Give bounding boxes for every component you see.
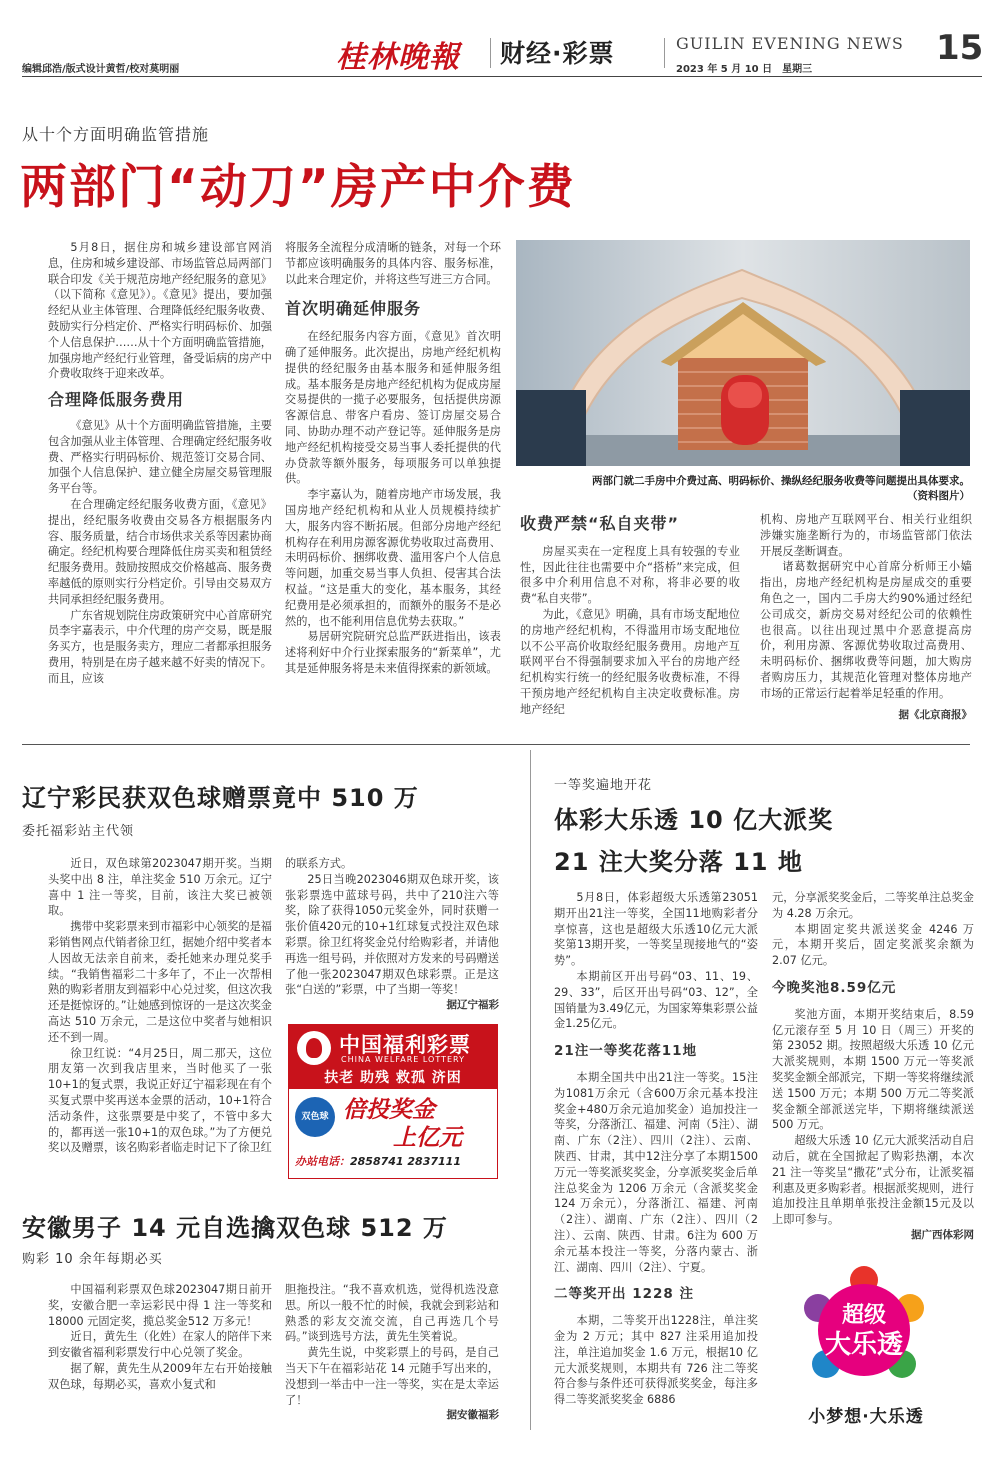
article4-subheading: 今晚奖池8.59亿元: [772, 979, 897, 996]
article1-kicker: 从十个方面明确监管措施: [22, 125, 210, 144]
lotto-slogan: 小梦想·大乐透: [808, 1407, 924, 1427]
column-divider: [530, 750, 531, 1430]
article2-headline: 辽宁彩民获双色球赠票竟中 510 万: [22, 784, 419, 812]
article3-headline: 安徽男子 14 元自选擒双色球 512 万: [22, 1214, 448, 1242]
paragraph: 为此，《意见》明确，具有市场支配地位的房地产经纪机构，不得滥用市场支配地位以不公平高价收取经纪服务费用。房地产互联网平台不得强制要求加入平台的房地产经纪机构实行统一的经纪服务收费标准，不得干预房地产经纪机构自主决定收费标准。房地产经纪: [520, 607, 740, 716]
paragraph: 诸葛数据研究中心首席分析师王小嫱指出，房地产经纪机构是房屋成交的重要角色之一，国内二手房大约90%通过经纪公司成交，新房交易对经纪公司的依赖性也很高。以往出现过黑中介恶意提高房价，利用房源、客源优势收取过高费用、未明码标价、捆绑收费等问题，加大购房者购房压力，其规范化管理对整体房地产市场的正常运行起着举足轻重的作用。: [760, 560, 972, 700]
lotto-logo-line2: 大乐透: [824, 1330, 903, 1360]
article4-col1: [554, 890, 758, 1408]
lotto-logo-line1: 超级: [841, 1303, 886, 1328]
paragraph: 本期固定奖共派送奖金 4246 万元，本期开奖后，固定奖派奖余额为2.07 亿元。: [772, 922, 974, 968]
caption-source: （资料图片）: [907, 490, 970, 502]
article1-subheading: 合理降低服务费用: [48, 390, 185, 410]
paragraph: 李宇嘉认为，随着房地产市场发展，我国房地产经纪机构和从业人员规模持续扩大，服务内容不断拓展。但部分房地产经纪机构存在利用房源客源优势收取过高费用、未明码标价、捆绑收费、滥用客户个人信息等问题，加重交易当事人负担、侵害其合法权益。“这是重大的变化，基本服务，其经纪费用是必须承担的，而额外的服务不是必然的，也不能利用信息优势去获取。”: [285, 488, 501, 628]
article2-col1: [48, 856, 272, 1156]
article1-subheading: 首次明确延伸服务: [285, 299, 422, 319]
ad-promo-line1: 倍投奖金: [343, 1097, 435, 1123]
welfare-logo-icon: [297, 1031, 331, 1065]
ad-brand-en: CHINA WELFARE LOTTERY: [341, 1055, 465, 1064]
paragraph: 近日，黄先生（化姓）在家人的陪伴下来到安徽省福利彩票发行中心兑领了奖金。: [48, 1330, 272, 1360]
ad-slogan: 扶老 助残 救孤 济困: [324, 1070, 462, 1086]
article4-headline-line1: 体彩大乐透 10 亿大派奖: [554, 806, 834, 834]
paragraph: 在合理确定经纪服务收费方面，《意见》提出，经纪服务收费由交易各方根据服务内容、服务质量，结合市场供求关系等因素协商确定。经纪机构要合理降低住房买卖和租赁经纪服务费用。鼓励按照成交价格越高、服务费率越低的原则实行分档定价。引导由交易双方共同承担经纪服务费用。: [48, 497, 272, 606]
masthead-divider: [664, 38, 665, 68]
article3-credit: 据安徽福彩: [446, 1409, 499, 1422]
paragraph: 《意见》从十个方面明确监管措施，主要包含加强从业主体管理、合理确定经纪服务收费、严格实行明码标价、规范签订交易合同、加强个人信息保护、建立健全房屋交易管理服务平台等。: [48, 418, 272, 496]
paragraph: 25日当晚2023046期双色球开奖，该张彩票选中蓝球号码，共中了210注六等奖，除了获得1050元奖金外，同时获赠一张价值420元的10+1红球复式投注双色球彩票。徐卫红将奖金兑付给购彩者，并请他再选一组号码，并依照对方发来的号码赠送了他一张2023047期双色球彩票。正是这张“白送的”彩票，中了当期一等奖！: [285, 872, 499, 997]
article3-col1: [48, 1282, 272, 1393]
article3-col2: [285, 1282, 499, 1424]
paragraph: 奖池方面，本期开奖结束后，8.59 亿元滚存至 5 月 10 日（周三）开奖的第 23052 期。按照超级大乐透 10 亿元大派奖规则，本期 1500 万元一等奖派奖奖金额全部派完，下期一等奖将继续派送 1500 万元；本期 500 万元二等奖派奖金额全部派送完毕，下期将继续派送 500 万元。: [772, 1007, 974, 1132]
ad-phone: [295, 1153, 461, 1169]
paragraph: 胆拖投注。“我不喜欢机选，觉得机选没意思。所以一般不忙的时候，我就会到彩站和熟悉的彩友交流交流，自己再选几个号码。”谈到选号方法，黄先生笑着说。: [285, 1283, 499, 1344]
newspaper-logo: 桂林晚報: [336, 40, 460, 75]
editors-credit: 编辑邱浩/版式设计黄哲/校对莫明丽: [22, 64, 180, 75]
paragraph: 在经纪服务内容方面，《意见》首次明确了延伸服务。此次提出，房地产经纪机构提供的经纪服务由基本服务和延伸服务组成。基本服务是房地产经纪机构为促成房屋交易提供的一揽子必要服务，包括提供房源客源信息、带客户看房、签订房屋交易合同、协助办理不动产登记等。延伸服务是房地产经纪机构接受交易当事人委托提供的代办贷款等额外服务，每项服务可以单独提供。: [285, 330, 501, 486]
photo-caption: [516, 474, 970, 504]
paragraph: 携带中奖彩票来到市福彩中心领奖的是福彩销售网点代销者徐卫红，据她介绍中奖者本人因故无法亲自前来，委托她来办理兑奖手续。“我销售福彩二十多年了，不止一次帮相熟的购彩者朋友到福彩中心兑过奖，但这次我还是挺惊讶的。”让她感到惊讶的一是这次奖金高达 510 万余元，二是这位中奖者与她相识还不到一周。: [48, 920, 272, 1044]
paragraph: 近日，双色球第2023047期开奖。当期头奖中出 8 注，单注奖金 510 万余元。辽宁喜中 1 注一等奖，目前，该注大奖已被领取。: [48, 857, 272, 918]
paragraph: 机构、房地产互联网平台、相关行业组织涉嫌实施垄断行为的，市场监管部门依法开展反垄断调查。: [760, 513, 972, 558]
article1-photo: [516, 240, 970, 466]
paragraph: 元，分享派奖奖金后，二等奖单注总奖金为 4.28 万余元。: [772, 891, 974, 920]
ssq-mini-logo: 双色球: [295, 1097, 335, 1137]
article1-subheading: 收费严禁“私自夹带”: [520, 514, 680, 533]
article1-col1: [48, 240, 272, 687]
paragraph: 本期，二等奖开出1228注，单注奖金为 2 万元；其中 827 注采用追加投注，单注追加奖金 1.6 万元，根据10 亿元大派奖规则，本期共有 726 注二等奖符合参与条件还可获得派奖奖金，每注多得二等奖派奖奖金 6886: [554, 1314, 758, 1407]
ad-banner: [289, 1025, 497, 1089]
paragraph: 据了解，黄先生从2009年左右开始接触双色球，每期必买，喜欢小复式和: [48, 1361, 272, 1391]
article3-subheading: 购彩 10 余年每期必买: [22, 1252, 163, 1267]
paragraph: 易居研究院研究总监严跃进指出，该表述将利好中介行业探索服务的“新菜单”，尤其是延伸服务将是未来值得探索的新领域。: [285, 630, 501, 675]
article4-subheading: 21注一等奖花落11地: [554, 1043, 698, 1060]
paragraph: 房屋买卖在一定程度上具有较强的专业性，因此往往也需要中介“搭桥”来完成，但很多中介利用信息不对称，将非必要的收费“私自夹带”。: [520, 544, 740, 606]
paragraph: 黄先生说，中奖彩票上的号码，是自己当天下午在福彩站花 14 元随手写出来的，没想到一举击中一注一等奖，实在是太幸运了！: [285, 1346, 499, 1407]
article4-col2: [772, 890, 974, 1244]
paragraph: 5月8日，据住房和城乡建设部官网消息，住房和城乡建设部、市场监管总局两部门联合印发《关于规范房地产经纪服务的意见》（以下简称《意见》）。《意见》提出，要加强经纪从业主体管理、合理降低经纪服务收费、鼓励实行分档定价、严格实行明码标价、加强个人信息保护……从十个方面明确监管措施，加强房地产经纪行业管理，备受诟病的房产中介费收取终于迎来改革。: [48, 241, 272, 381]
article2-col2: [285, 856, 499, 1014]
ad-phone-label: 办站电话：: [295, 1155, 350, 1168]
article2-subheading: 委托福彩站主代领: [22, 824, 135, 839]
paragraph: 超级大乐透 10 亿元大派奖活动自启动后，就在全国掀起了购彩热潮，本次 21 注一等奖呈“撒花”式分布，让派奖福利惠及更多购彩者。根据派奖规则，进行追加投注且单期单张投注金额15元及以上即可参与。: [772, 1134, 974, 1227]
paragraph: 本期前区开出号码“03、11、19、29、33”，后区开出号码“03、12”，全国销量为3.49亿元，为国家筹集彩票公益金1.25亿元。: [554, 969, 758, 1031]
article1-credit: 据《北京商报》: [898, 708, 972, 721]
issue-date: 2023 年 5 月 10 日 星期三: [676, 64, 813, 75]
article1-headline: 两部门“动刀”房产中介费: [20, 160, 576, 215]
article1-col4: [760, 512, 972, 723]
ad-phone-numbers: 2858741 2837111: [350, 1155, 461, 1168]
newspaper-english-name: GUILIN EVENING NEWS: [676, 34, 904, 53]
ad-promo-line2: 上亿元: [393, 1125, 462, 1151]
page-number: 15: [936, 28, 984, 68]
paragraph: 的联系方式。: [285, 857, 353, 870]
article4-kicker: 一等奖遍地开花: [554, 778, 653, 793]
paragraph: 广东省规划院住房政策研究中心首席研究员李宇嘉表示，中介代理的房产交易，既是服务买方，也是服务卖方，理应二者都承担服务费用，特别是在房子越来越不好卖的情况下。而且，应该: [48, 608, 272, 685]
paragraph: 5月8日，体彩超级大乐透第23051期开出21注一等奖，全国11地购彩者分享惊喜，这也是超级大乐透10亿元大派奖第13期开奖，一等奖呈现接地气的“姿势”。: [554, 891, 758, 968]
paragraph: 中国福利彩票双色球2023047期日前开奖，安徽合肥一幸运彩民中得 1 注一等奖和 18000 元固定奖，揽总奖金512 万多元！: [48, 1283, 272, 1328]
masthead-divider: [490, 38, 491, 68]
paragraph: 徐卫红说：“4月25日，周二那天，这位朋友第一次到我店里来，当时他买了一张10+1的复式票，我说正好辽宁福彩现在有个买复式票中奖再送本金票的活动，10+1符合活动条件，这张票要是中奖了，不管中多大的，都再送一张10+1的双色球。”为了方便兑奖以及赠票，该名购彩者临走时记下了徐卫红: [48, 1046, 272, 1155]
article1-col2: [285, 240, 501, 677]
article2-credit: 据辽宁福彩: [446, 999, 499, 1012]
paragraph: 将服务全流程分成清晰的链条，对每一个环节都应该明确服务的具体内容、服务标准，以此来合理定价，并将这些写进三方合同。: [285, 241, 501, 286]
paragraph: 本期全国共中出21注一等奖。15注为1081万余元（含600万余元基本投注奖金+480万余元追加奖金）追加投注一等奖，分落浙江、福建、河南（5注）、湖南、广东（2注）、四川（2注）、云南、陕西、甘肃，其中12注分享了本期1500万元一等奖派奖奖金，分享派奖奖金后单注总奖金为 1206 万余元（含派奖奖金 124 万余元），分落浙江、福建、河南（2注）、湖南、广东（2注）、四川（2注）、云南、陕西、甘肃。6注为 600 万余元基本投注一等奖，分落内蒙古、浙江、湖南、四川（2注）、宁夏。: [554, 1070, 758, 1274]
caption-text: 两部门就二手房中介费过高、明码标价、操纵经纪服务收费等问题提出具体要求。: [592, 475, 970, 487]
masthead-rule: [22, 76, 982, 77]
article1-col3: [520, 516, 740, 718]
super-lotto-logo: [798, 1264, 930, 1396]
ad-brand: 中国福利彩票: [339, 1033, 471, 1057]
section-title: 财经·彩票: [500, 39, 615, 68]
house-hands-image: [516, 240, 970, 466]
section-rule: [22, 744, 970, 745]
article4-subheading: 二等奖开出 1228 注: [554, 1286, 694, 1303]
article4-headline-line2: 21 注大奖分落 11 地: [554, 848, 803, 876]
article4-credit: 据广西体彩网: [911, 1228, 974, 1241]
welfare-lottery-ad: [288, 1024, 498, 1179]
